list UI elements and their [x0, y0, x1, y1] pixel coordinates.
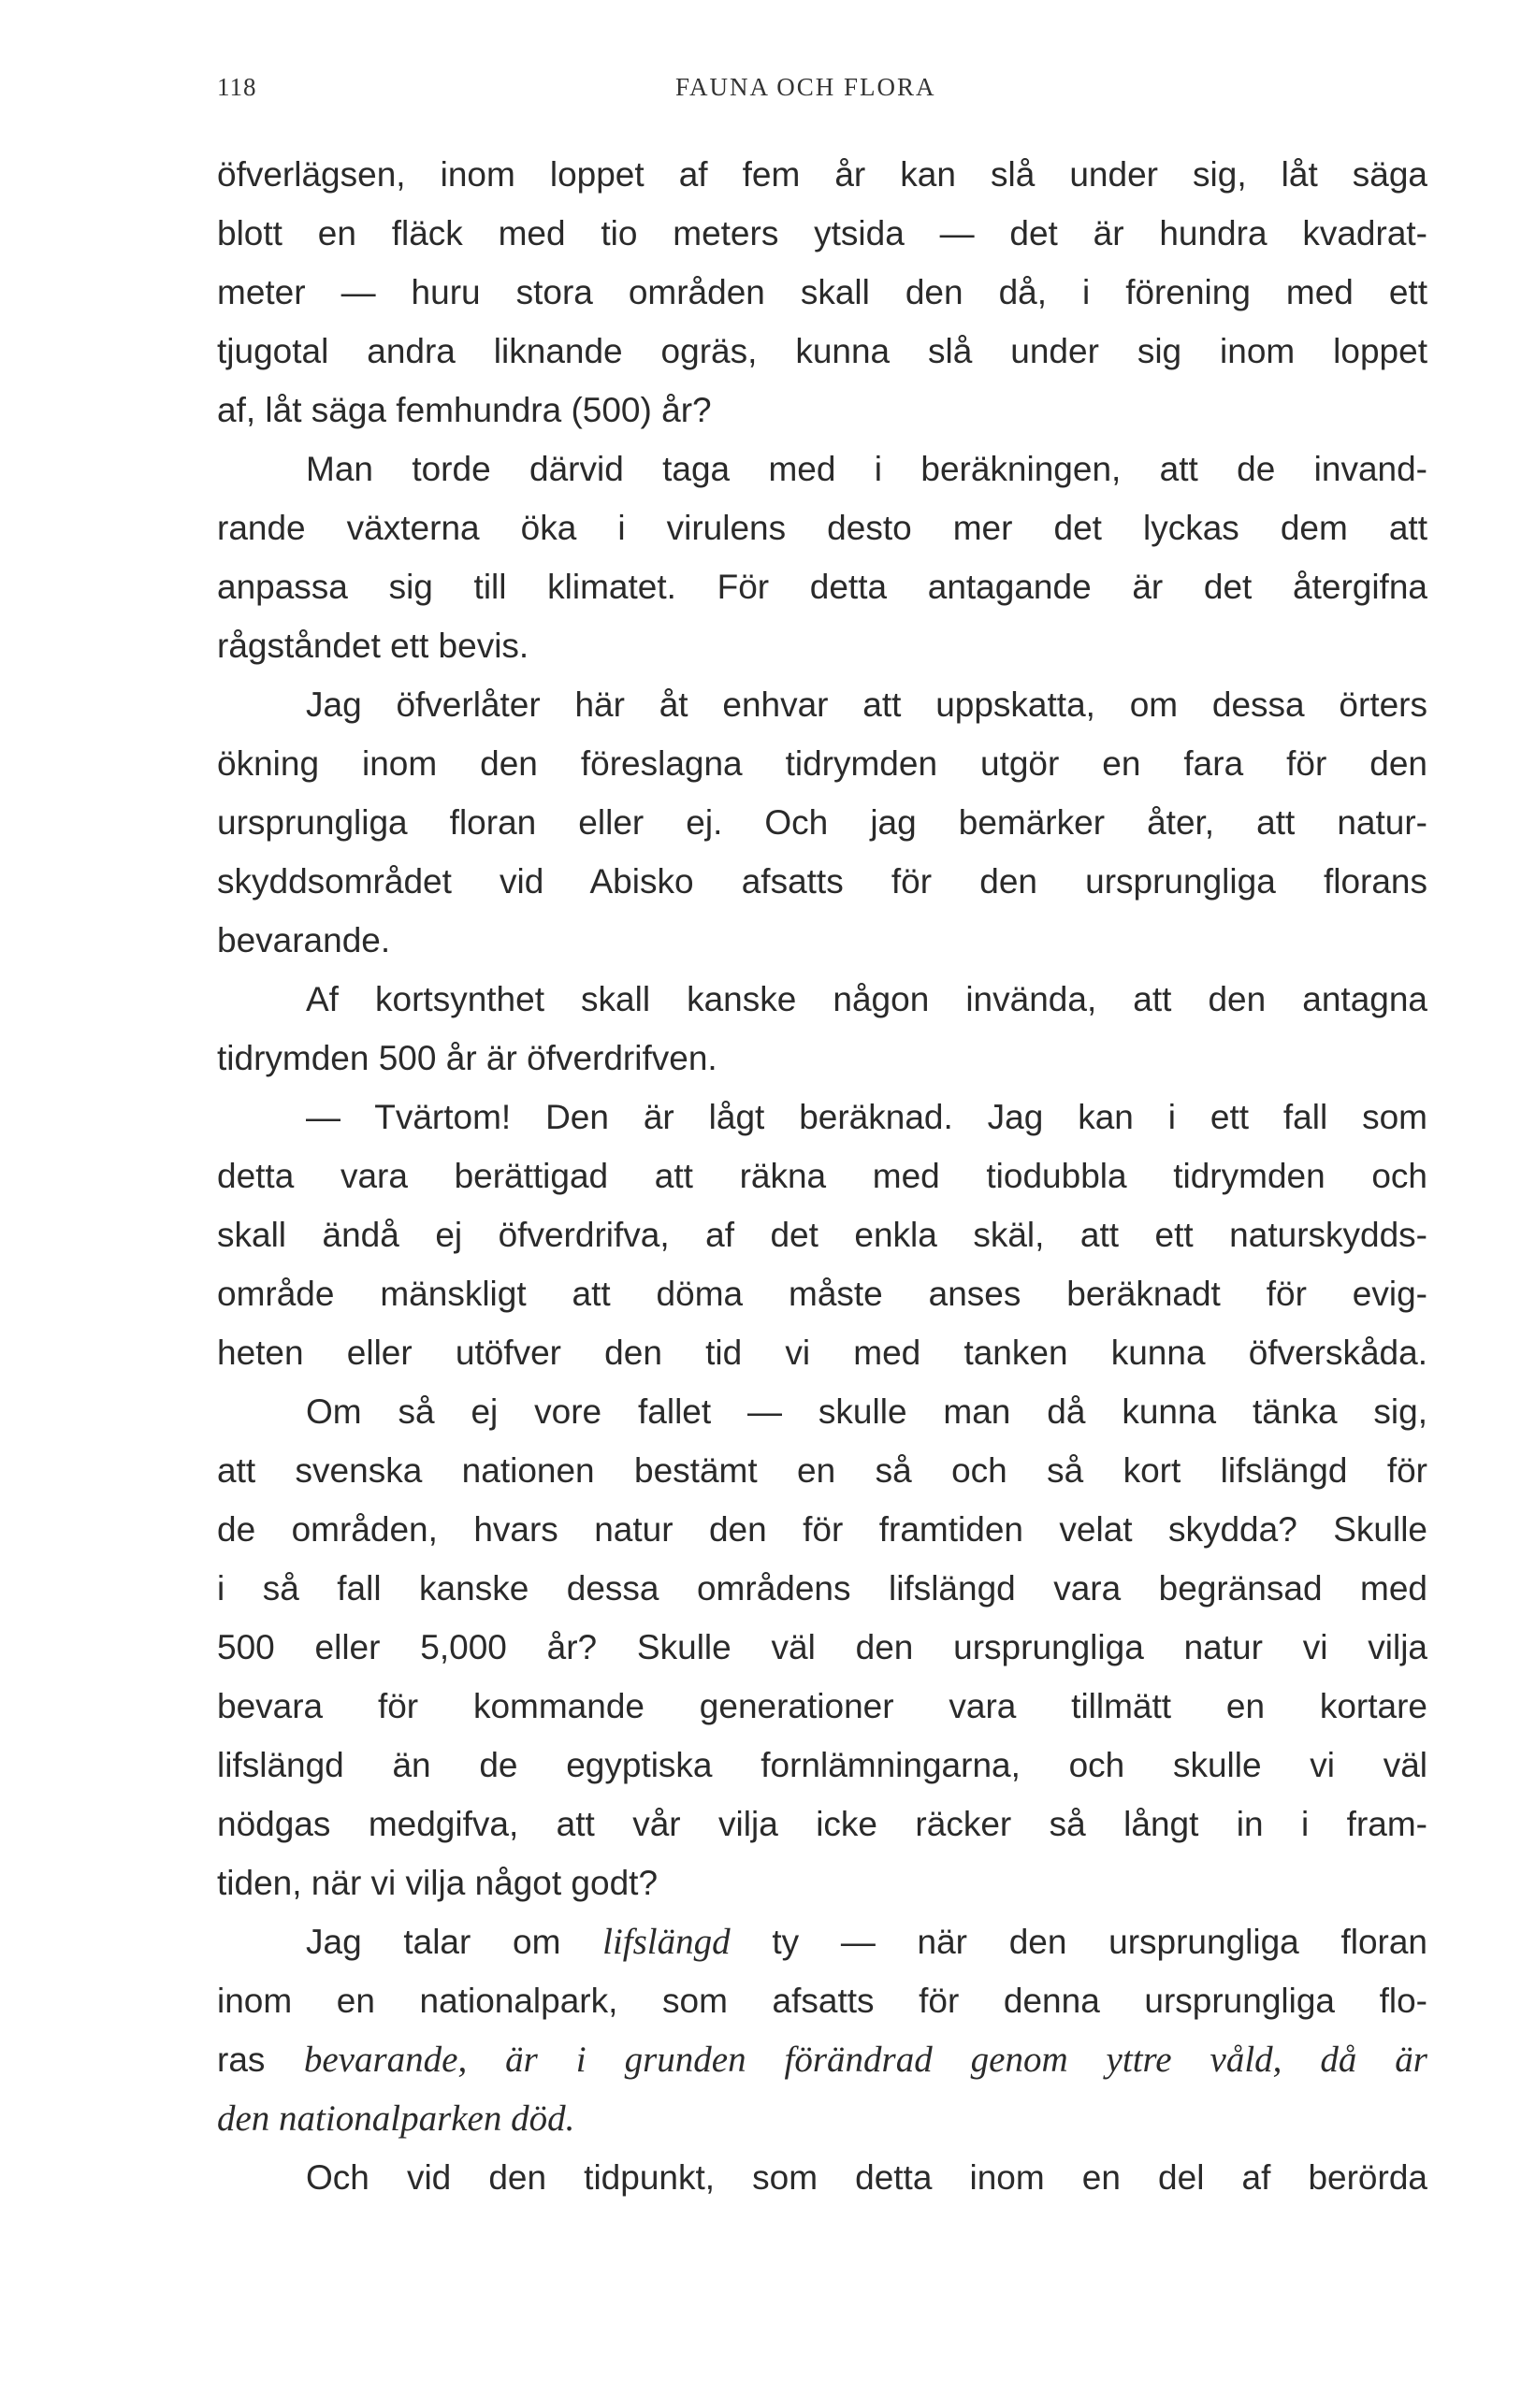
- italic-text: bevarande, är i grunden förändrad genom yttre våld, då är: [303, 2040, 1427, 2080]
- text-segment: blott en fläck med tio meters ytsida — det är hundra kvadrat-: [217, 214, 1427, 252]
- text-line: [217, 322, 1427, 381]
- text-line: [217, 2089, 1427, 2148]
- text-line: [217, 1853, 1427, 1912]
- text-segment: ty — när den ursprungliga floran: [730, 1923, 1427, 1961]
- page-number: 118: [217, 73, 257, 101]
- text-line: [217, 204, 1427, 263]
- text-line: [217, 793, 1427, 852]
- text-segment: nödgas medgifva, att vår vilja icke räcker så långt in i fram-: [217, 1805, 1427, 1843]
- text-segment: de områden, hvars natur den för framtiden velat skydda? Skulle: [217, 1510, 1427, 1549]
- text-segment: lifslängd än de egyptiska fornlämningarna, och skulle vi väl: [217, 1746, 1427, 1784]
- text-line: [217, 2030, 1427, 2089]
- text-line: [217, 1677, 1427, 1736]
- text-line: [217, 616, 1427, 675]
- text-line: [217, 852, 1427, 911]
- italic-text: den nationalparken död.: [217, 2098, 575, 2139]
- text-line: [217, 1029, 1427, 1088]
- italic-text: lifslängd: [602, 1922, 731, 1962]
- text-line: [217, 498, 1427, 557]
- text-line: [217, 1146, 1427, 1205]
- text-line: [217, 145, 1427, 204]
- text-segment: skyddsområdet vid Abisko afsatts för den ursprungliga florans: [217, 862, 1427, 901]
- running-head: [217, 73, 1427, 110]
- text-line: [217, 1088, 1427, 1146]
- text-segment: bevarande.: [217, 921, 391, 959]
- text-segment: skall ändå ej öfverdrifva, af det enkla skäl, att ett naturskydds-: [217, 1216, 1427, 1254]
- text-segment: — Tvärtom! Den är lågt beräknad. Jag kan i ett fall som: [306, 1098, 1427, 1136]
- text-line: [217, 970, 1427, 1029]
- text-line: [217, 1559, 1427, 1618]
- text-line: [217, 440, 1427, 498]
- text-line: [217, 911, 1427, 970]
- text-segment: rande växterna öka i virulens desto mer det lyckas dem att: [217, 509, 1427, 547]
- text-line: [217, 1500, 1427, 1559]
- text-line: [217, 675, 1427, 734]
- text-segment: af, låt säga femhundra (500) år?: [217, 391, 712, 429]
- text-segment: ökning inom den föreslagna tidrymden utgör en fara för den: [217, 744, 1427, 783]
- text-segment: Af kortsynthet skall kanske någon invända, att den antagna: [306, 980, 1427, 1018]
- text-segment: ursprungliga floran eller ej. Och jag bemärker åter, att natur-: [217, 803, 1427, 842]
- text-line: [217, 1736, 1427, 1795]
- text-segment: heten eller utöfver den tid vi med tanken kunna öfverskåda.: [217, 1334, 1427, 1372]
- text-line: [217, 557, 1427, 616]
- text-segment: Om så ej vore fallet — skulle man då kunna tänka sig,: [306, 1392, 1427, 1431]
- text-segment: tiden, när vi vilja något godt?: [217, 1864, 659, 1902]
- text-segment: Jag öfverlåter här åt enhvar att uppskatta, om dessa örters: [306, 685, 1427, 724]
- text-segment: anpassa sig till klimatet. För detta antagande är det återgifna: [217, 568, 1427, 606]
- text-line: [217, 1264, 1427, 1323]
- text-segment: öfverlägsen, inom loppet af fem år kan slå under sig, låt säga: [217, 155, 1427, 194]
- text-line: [217, 2148, 1427, 2207]
- body-text: [217, 145, 1427, 2207]
- text-line: [217, 1971, 1427, 2030]
- text-segment: att svenska nationen bestämt en så och så kort lifslängd för: [217, 1451, 1427, 1490]
- text-line: [217, 1795, 1427, 1853]
- text-line: [217, 381, 1427, 440]
- text-line: [217, 1205, 1427, 1264]
- text-segment: Jag talar om: [306, 1923, 603, 1961]
- text-segment: Och vid den tidpunkt, som detta inom en del af berörda: [306, 2158, 1427, 2197]
- text-segment: ras: [217, 2040, 304, 2079]
- text-segment: detta vara berättigad att räkna med tiodubbla tidrymden och: [217, 1157, 1427, 1195]
- text-segment: 500 eller 5,000 år? Skulle väl den ursprungliga natur vi vilja: [217, 1628, 1427, 1666]
- text-line: [217, 1618, 1427, 1677]
- text-line: [217, 734, 1427, 793]
- text-segment: meter — huru stora områden skall den då, i förening med ett: [217, 273, 1427, 311]
- text-segment: i så fall kanske dessa områdens lifslängd vara begränsad med: [217, 1569, 1427, 1608]
- text-line: [217, 1441, 1427, 1500]
- text-segment: inom en nationalpark, som afsatts för denna ursprungliga flo-: [217, 1982, 1427, 2020]
- text-segment: bevara för kommande generationer vara tillmätt en kortare: [217, 1687, 1427, 1725]
- text-segment: rågståndet ett bevis.: [217, 627, 529, 665]
- running-title: FAUNA OCH FLORA: [675, 73, 936, 101]
- text-segment: tidrymden 500 år är öfverdrifven.: [217, 1039, 717, 1077]
- text-line: [217, 1323, 1427, 1382]
- text-segment: område mänskligt att döma måste anses beräknadt för evig-: [217, 1275, 1427, 1313]
- text-line: [217, 263, 1427, 322]
- text-line: [217, 1382, 1427, 1441]
- text-segment: Man torde därvid taga med i beräkningen, att de invand-: [306, 450, 1427, 488]
- text-line: [217, 1912, 1427, 1971]
- text-segment: tjugotal andra liknande ogräs, kunna slå under sig inom loppet: [217, 332, 1427, 370]
